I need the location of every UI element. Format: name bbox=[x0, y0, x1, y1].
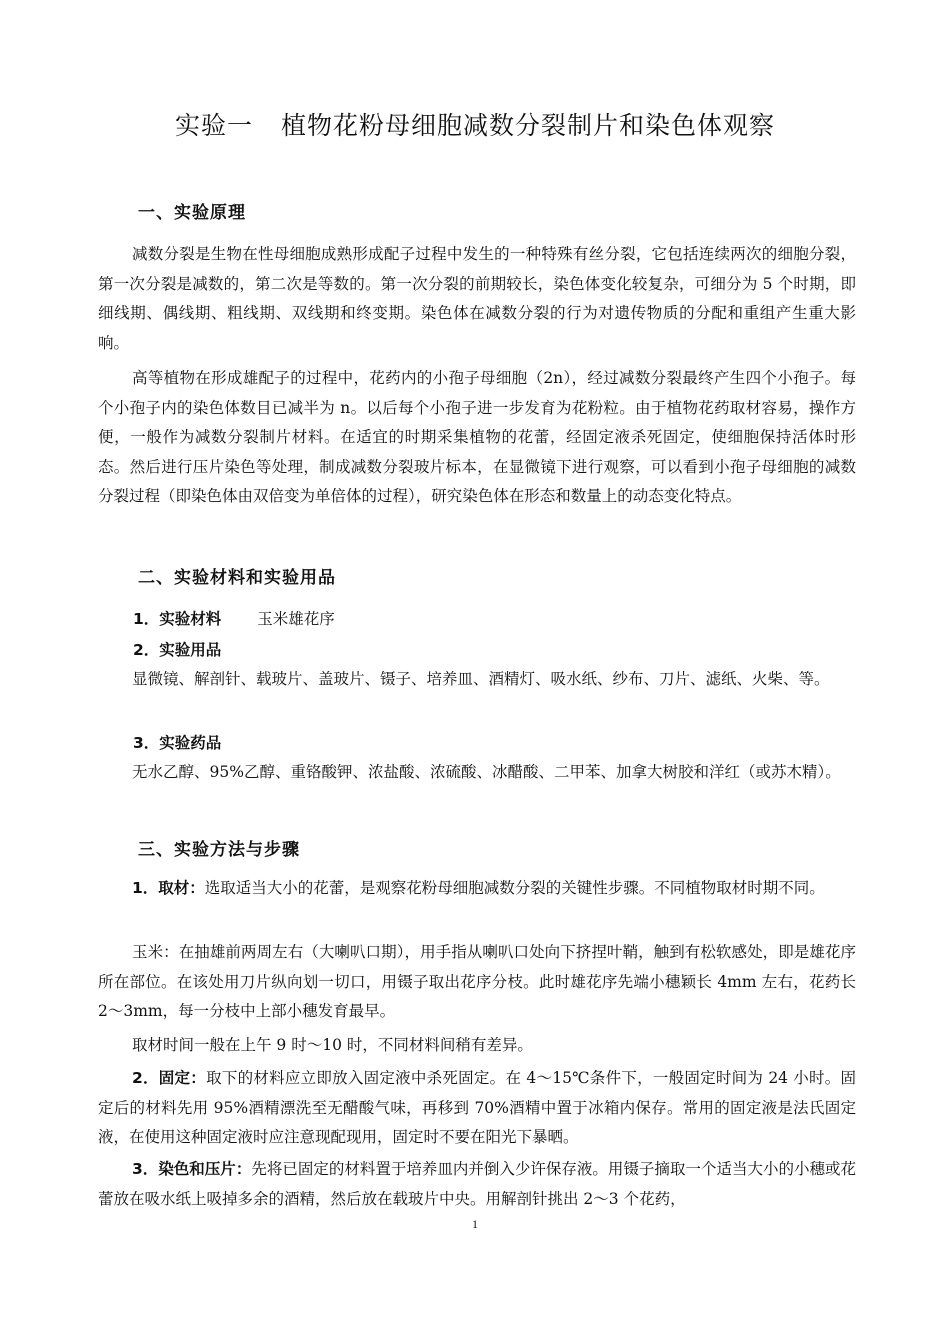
page-number: 1 bbox=[472, 1217, 478, 1231]
title-main: 植物花粉母细胞减数分裂制片和染色体观察 bbox=[281, 111, 776, 140]
paragraph-meiosis: 减数分裂是生物在性母细胞成熟形成配子过程中发生的一种特殊有丝分裂，它包括连续两次的细胞分裂，第一次分裂是减数的，第二次是等数的。第一次分裂的前期较长，染色体变化较复杂，可细分为 5 个时期，即细线期、偶线期、粗线期、双线期和终变期。染色体在减数分裂的行为对遗传物质的分配和重组产生重大影响。 bbox=[98, 245, 856, 352]
step-sampling-label: 1．取材： bbox=[132, 879, 205, 897]
paragraph-microspore: 高等植物在形成雄配子的过程中，花药内的小孢子母细胞（2n），经过减数分裂最终产生四个小孢子。每个小孢子内的染色体数目已减半为 n。以后每个小孢子进一步发育为花粉粒。由于植物花药取材容易，操作方便，一般作为减数分裂制片材料。在适宜的时期采集植物的花蕾，经固定液杀死固定，使细胞保持活体时形态。然后进行压片染色等处理，制成减数分裂玻片标本，在显微镜下进行观察，可以看到小孢子母细胞的减数分裂过程（即染色体由双倍变为单倍体的过程），研究染色体在形态和数量上的动态变化特点。 bbox=[98, 369, 856, 505]
materials-label: 1．实验材料 bbox=[133, 610, 222, 628]
section-heading-methods: 三、实验方法与步骤 bbox=[138, 840, 300, 860]
equipment-list: 显微镜、解剖针、载玻片、盖玻片、镊子、培养皿、酒精灯、吸水纸、纱布、刀片、滤纸、火柴、等。 bbox=[132, 670, 830, 688]
section-heading-principle: 一、实验原理 bbox=[138, 203, 246, 223]
reagents-label: 3．实验药品 bbox=[133, 734, 222, 752]
paragraph-sampling-time: 取材时间一般在上午 9 时～10 时，不同材料间稍有差异。 bbox=[132, 1036, 533, 1054]
step-staining-text: 先将已固定的材料置于培养皿内并倒入少许保存液。用镊子摘取一个适当大小的小穗或花蕾放在吸水纸上吸掉多余的酒精，然后放在载玻片中央。用解剖针挑出 2～3 个花药， bbox=[98, 1160, 856, 1208]
step-sampling-text: 选取适当大小的花蕾，是观察花粉母细胞减数分裂的关键性步骤。不同植物取材时期不同。 bbox=[204, 879, 825, 897]
title-prefix: 实验一 bbox=[174, 111, 253, 140]
materials-item bbox=[133, 607, 335, 629]
equipment-label: 2．实验用品 bbox=[133, 641, 222, 659]
step-fixation-label: 2．固定： bbox=[132, 1069, 207, 1087]
page-title bbox=[0, 106, 950, 142]
step-sampling bbox=[98, 874, 856, 904]
step-staining-label: 3．染色和压片： bbox=[132, 1160, 252, 1178]
materials-value: 玉米雄花序 bbox=[257, 610, 335, 628]
step-fixation-text: 取下的材料应立即放入固定液中杀死固定。在 4～15℃条件下，一般固定时间为 24 小时。固定后的材料先用 95%酒精漂洗至无醋酸气味，再移到 70%酒精中置于冰箱内保存。常用的固定液是法氏固定液，在使用这种固定液时应注意现配现用，固定时不要在阳光下暴晒。 bbox=[98, 1069, 856, 1146]
step-fixation bbox=[98, 1064, 856, 1153]
step-staining bbox=[98, 1155, 856, 1214]
section-heading-materials: 二、实验材料和实验用品 bbox=[138, 568, 336, 588]
reagents-list: 无水乙醇、95%乙醇、重铬酸钾、浓盐酸、浓硫酸、冰醋酸、二甲苯、加拿大树胶和洋红（或苏木精）。 bbox=[132, 763, 841, 781]
paragraph-corn: 玉米：在抽雄前两周左右（大喇叭口期），用手指从喇叭口处向下挤捏叶鞘，触到有松软感处，即是雄花序所在部位。在该处用刀片纵向划一切口，用镊子取出花序分枝。此时雄花序先端小穗颖长 4mm 左右，花药长 2～3mm，每一分枝中上部小穗发育最早。 bbox=[98, 943, 856, 1020]
